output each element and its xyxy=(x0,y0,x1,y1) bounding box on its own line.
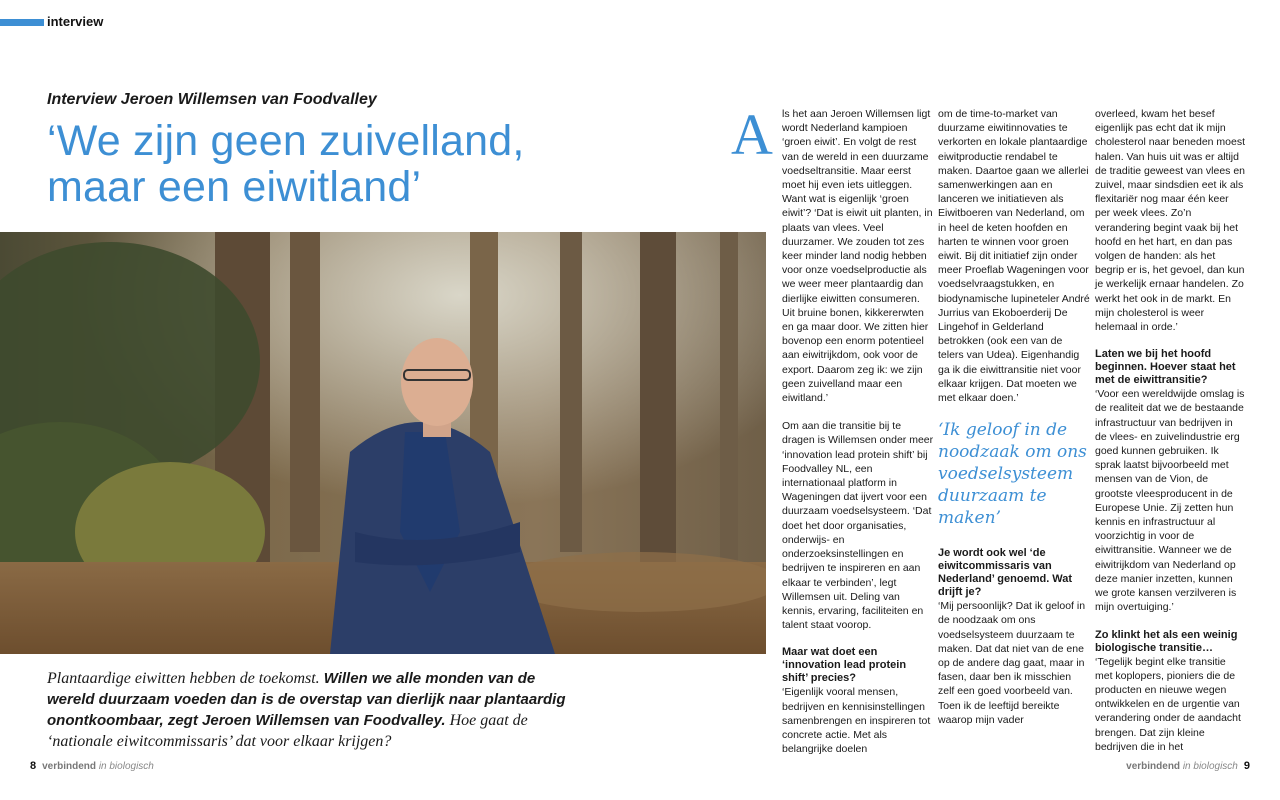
lead-bold: Willen we alle monden van de wereld duurzaam voeden dan is de overstap van dierlijk naar plantaardig onontkoombaar, zegt Jeroen Willemsen van Foodvalley. xyxy=(47,670,566,729)
article-headline xyxy=(47,118,667,210)
headline-line-2: maar een eiwitland’ xyxy=(47,163,422,211)
portrait-photo xyxy=(0,232,766,654)
text-column-3 xyxy=(1095,107,1245,768)
headline-line-1: ‘We zijn geen zuivelland, xyxy=(47,117,525,165)
col1-paragraph-3: ‘Eigenlijk vooral mensen, bedrijven en kennisinstellingen samenbrengen en inspireren tot concrete actie. Met als belangrijke doelen xyxy=(782,686,931,756)
text-column-2 xyxy=(938,107,1090,741)
magazine-name-left: verbindend xyxy=(42,761,97,772)
col2-paragraph-2: ‘Mij persoonlijk? Dat ik geloof in de noodzaak om ons voedselsysteem duurzaam te maken. Dat dat niet van de ene op de andere dag gaat, maar in fasen, daar ben ik misschien zelf een goed voorbeeld van. Toen ik de leeftijd bereikte waarop mijn vader xyxy=(938,600,1086,726)
lead-outro: Hoe gaat de ‘nationale eiwitcommissaris’ dat voor elkaar krijgen? xyxy=(47,712,528,750)
page-number-left: 8 xyxy=(30,760,37,772)
lead-paragraph xyxy=(47,668,577,752)
magazine-tagline-left: in biologisch xyxy=(98,761,154,772)
page-number-right: 9 xyxy=(1243,760,1250,772)
col1-paragraph-2: Om aan die transitie bij te dragen is Willemsen onder meer ‘innovation lead protein shift’ bij Foodvalley NL, een internationaal platform in Wageningen dat ijvert voor een duurzaam voedselsysteem. ‘Dat doet het door organisaties, onderwijs- en onderzoeksinstellingen en bedrijven te inspireren en aan elkaar te verbinden’, legt Willemsen uit. Deling van kennis, ervaring, faciliteiten en talent staat voorop. xyxy=(782,420,934,632)
lead-intro: Plantaardige eiwitten hebben de toekomst. xyxy=(47,670,324,687)
folio-right xyxy=(1126,760,1250,772)
col3-question-2: Zo klinkt het als een weinig biologische transitie… xyxy=(1095,628,1238,654)
col3-question-1: Laten we bij het hoofd beginnen. Hoever staat het met de eiwittransitie? xyxy=(1095,348,1236,387)
col2-paragraph-1: om de time-to-market van duurzame eiwitinnovaties te verkorten en lokale plantaardige eiwitproductie rendabel te maken. Daartoe gaan we allerlei samenwerkingen aan en lanceren we initiatieven als Eiwitboeren van Nederland, om in heel de keten hoofden en harten te winnen voor groen eiwit. Bij dit initiatief zijn onder meer Proeflab Wageningen voor voedselvraagstukken, en biodynamische lupineteler André Jurrius van Ekoboerderij De Lingehof in Gelderland betrokken (ook een van de telers van Udea). Eigenhandig ga ik die eiwittransitie niet voor elkaar krijgen. Dat moeten we met elkaar doen.’ xyxy=(938,108,1090,405)
text-column-1 xyxy=(782,107,934,770)
col2-question: Je wordt ook wel ‘de eiwitcommissaris van Nederland’ genoemd. Wat drijft je? xyxy=(938,547,1073,599)
section-bar xyxy=(0,19,44,26)
magazine-name-right: verbindend xyxy=(1126,761,1181,772)
col3-paragraph-1: overleed, kwam het besef eigenlijk pas echt dat ik mijn cholesterol naar beneden moest halen. Van huis uit was er altijd de traditie geweest van vlees en zuivel, maar sindsdien eet ik als flexitariër nog maar één keer per week vlees. Zo’n verandering begint vaak bij het hoofd en het hart, en dan pas volgen de handen: als het begrip er is, het gevoel, dan kun je werkelijk ernaar handelen. Zo werkt het ook in de markt. En mijn cholesterol is weer helemaal in orde.’ xyxy=(1095,108,1246,334)
article-kicker: Interview Jeroen Willemsen van Foodvalley xyxy=(47,91,377,108)
drop-cap: A xyxy=(731,102,773,167)
magazine-tagline-right: in biologisch xyxy=(1182,761,1238,772)
col1-paragraph-1: ls het aan Jeroen Willemsen ligt wordt Nederland kampioen ‘groen eiwit’. En volgt de rest van de wereld in een duurzame voedseltransitie. Maar eerst moet hij even iets uitleggen. Want wat is eigenlijk ‘groen eiwit’? ‘Dat is eiwit uit planten, in plaats van vlees. Veel duurzamer. We zouden tot zes keer minder land nodig hebben voor onze voedselproductie als we weer meer plantaardig dan dierlijke eiwitten consumeren. Uit bruine bonen, kikkererwten en ga maar door. We zitten hier bovenop een enorm potentieel aan eiwitrijkdom, ook voor de export. Daarom zeg ik: we zijn geen zuivelland maar een eiwitland.’ xyxy=(782,108,933,405)
col3-paragraph-2: ‘Voor een wereldwijde omslag is de realiteit dat we de bestaande infrastructuur van bedrijven in de vlees- en zuivelindustrie erg goed kunnen gebruiken. Ik sprak laatst bijvoorbeeld met mensen van de Vion, de grootste vleesproducent in de Europese Unie. Zij zetten hun kennis en infrastructuur al voorzichtig in voor de eiwittransitie. Wanneer we de eiwitrijkdom van Nederland op deze manier inzetten, kunnen we grote kansen verzilveren is mijn overtuiging.’ xyxy=(1095,388,1245,614)
col3-paragraph-3: ‘Tegelijk begint elke transitie met koplopers, pioniers die de producten en nieuwe wegen ontwikkelen en de urgentie van verandering onder de aandacht brengen. Dat zijn kleine bedrijven die in het xyxy=(1095,655,1241,753)
folio-left xyxy=(30,760,154,772)
section-label: interview xyxy=(47,14,104,29)
col1-question: Maar wat doet een ‘innovation lead protein shift’ precies? xyxy=(782,646,907,685)
pull-quote: ‘Ik geloof in de noodzaak om ons voedselsysteem duurzaam te maken’ xyxy=(938,420,1087,529)
